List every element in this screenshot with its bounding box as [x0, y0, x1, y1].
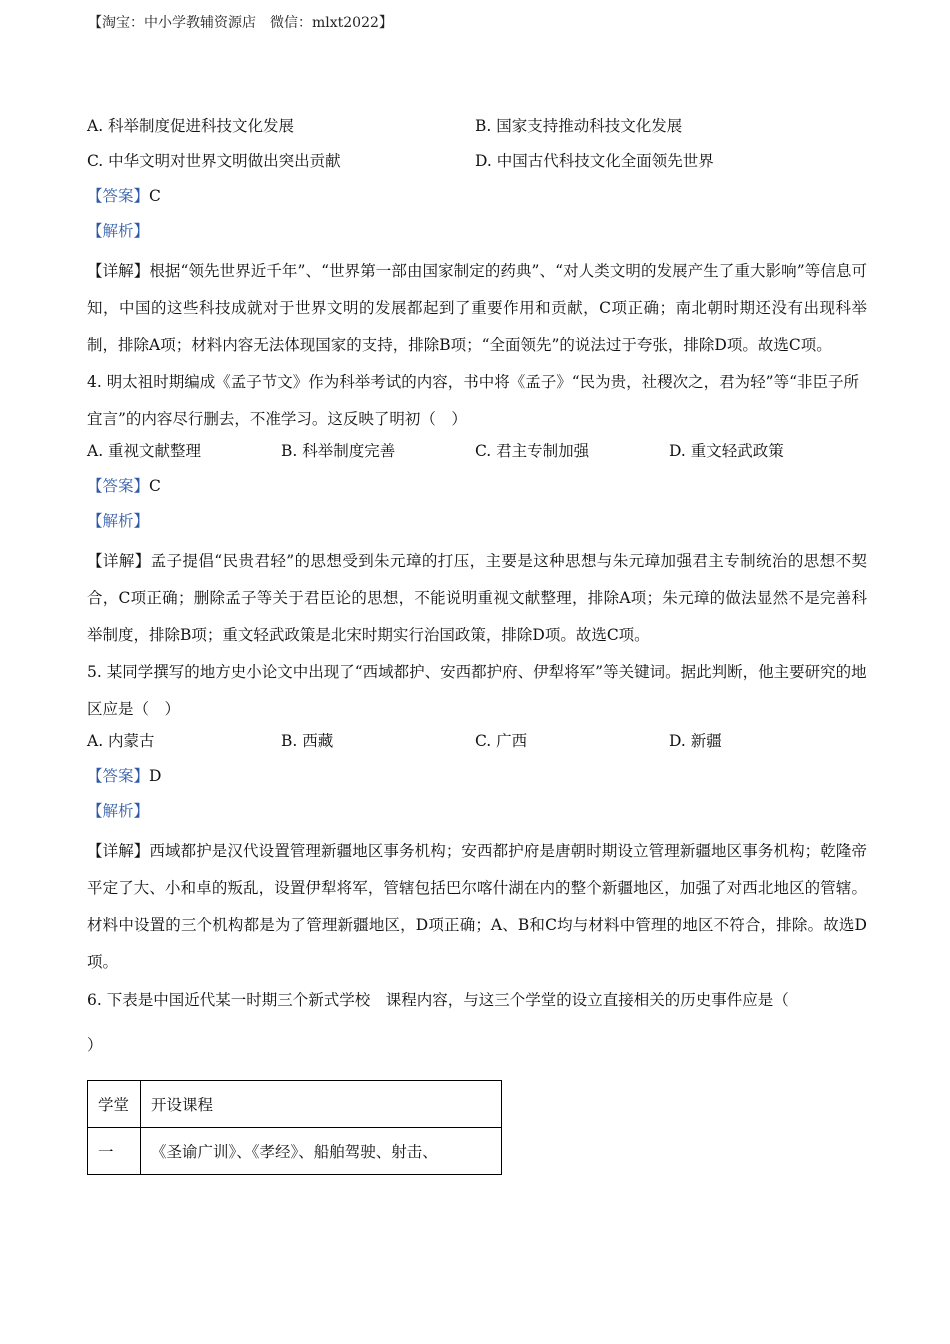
q5-answer	[87, 763, 867, 798]
q5-analysis	[87, 798, 867, 833]
q3-options-row-2	[87, 148, 867, 183]
table-header-courses: 开设课程	[141, 1081, 502, 1128]
analysis-tag: 【解析】	[87, 512, 150, 530]
answer-value: C	[149, 187, 161, 205]
q4-option-d: D. 重文轻武政策	[669, 442, 784, 460]
q6-course-table	[87, 1080, 502, 1175]
q3-answer	[87, 183, 867, 218]
q6-question-line-1: 6. 下表是中国近代某一时期三个新式学校 课程内容，与这三个学堂的设立直接相关的历史事件应是（	[87, 991, 789, 1009]
table-header-row	[88, 1081, 502, 1128]
q3-option-b: B. 国家支持推动科技文化发展	[475, 117, 683, 135]
q3-analysis	[87, 218, 867, 253]
q5-option-a: A. 内蒙古	[87, 732, 155, 750]
answer-tag: 【答案】	[87, 477, 150, 495]
answer-tag: 【答案】	[87, 187, 150, 205]
q3-option-d: D. 中国古代科技文化全面领先世界	[475, 152, 714, 170]
q5-question: 5. 某同学撰写的地方史小论文中出现了“西域都护、安西都护府、伊犁将军”等关键词。据此判断，他主要研究的地区应是（ ）	[87, 663, 867, 718]
answer-value: D	[149, 767, 162, 785]
q5-option-b: B. 西藏	[281, 732, 334, 750]
q4-answer	[87, 473, 867, 508]
detail-text: 根据“领先世界近千年”、“世界第一部由国家制定的药典”、“对人类文明的发展产生了重大影响”等信息可知，中国的这些科技成就对于世界文明的发展都起到了重要作用和贡献，C项正确；南北朝时期还没有出现科举制，排除A项；材料内容无法体现国家的支持，排除B项；“全面领先”的说法过于夸张，排除D项。故选C项。	[87, 262, 867, 354]
q3-options-row-1	[87, 113, 867, 148]
q5-option-d: D. 新疆	[669, 732, 722, 750]
q5-options	[87, 728, 867, 763]
document-body	[87, 113, 867, 1175]
q4-detail	[87, 543, 867, 654]
q5-detail	[87, 833, 867, 981]
q3-detail	[87, 253, 867, 364]
q4-option-c: C. 君主专制加强	[475, 442, 590, 460]
table-header-school: 学堂	[88, 1081, 141, 1128]
table-cell-courses: 《圣谕广训》、《孝经》、船舶驾驶、射击、	[141, 1128, 502, 1175]
detail-tag: 【详解】	[87, 262, 150, 280]
answer-value: C	[149, 477, 161, 495]
q6-question-line-2: ）	[87, 1036, 103, 1054]
detail-text: 西域都护是汉代设置管理新疆地区事务机构；安西都护府是唐朝时期设立管理新疆地区事务机构；乾隆帝平定了大、小和卓的叛乱，设置伊犁将军，管辖包括巴尔喀什湖在内的整个新疆地区，加强了对西北地区的管辖。材料中设置的三个机构都是为了管理新疆地区，D项正确；A、B和C均与材料中管理的地区不符合，排除。故选D项。	[87, 842, 867, 971]
analysis-tag: 【解析】	[87, 802, 150, 820]
detail-tag: 【详解】	[87, 842, 150, 860]
table-cell-school: 一	[88, 1128, 141, 1175]
detail-tag: 【详解】	[87, 552, 151, 570]
answer-tag: 【答案】	[87, 767, 150, 785]
detail-text: 孟子提倡“民贵君轻”的思想受到朱元璋的打压，主要是这种思想与朱元璋加强君主专制统治的思想不契合，C项正确；删除孟子等关于君臣论的思想，不能说明重视文献整理，排除A项；朱元璋的做法显然不是完善科举制度，排除B项；重文轻武政策是北宋时期实行治国政策，排除D项。故选C项。	[87, 552, 867, 644]
page-header: 【淘宝：中小学教辅资源店 微信：mlxt2022】	[88, 15, 393, 31]
analysis-tag: 【解析】	[87, 222, 150, 240]
q4-options	[87, 438, 867, 473]
q4-analysis	[87, 508, 867, 543]
table-row	[88, 1128, 502, 1175]
q5-option-c: C. 广西	[475, 732, 528, 750]
q4-question: 4. 明太祖时期编成《孟子节文》作为科举考试的内容，书中将《孟子》“民为贵，社稷次之，君为轻”等“非臣子所宜言”的内容尽行删去，不准学习。这反映了明初（ ）	[87, 373, 859, 428]
q3-option-c: C. 中华文明对世界文明做出突出贡献	[87, 152, 341, 170]
q4-option-b: B. 科举制度完善	[281, 442, 396, 460]
q4-option-a: A. 重视文献整理	[87, 442, 202, 460]
q3-option-a: A. 科举制度促进科技文化发展	[87, 117, 295, 135]
